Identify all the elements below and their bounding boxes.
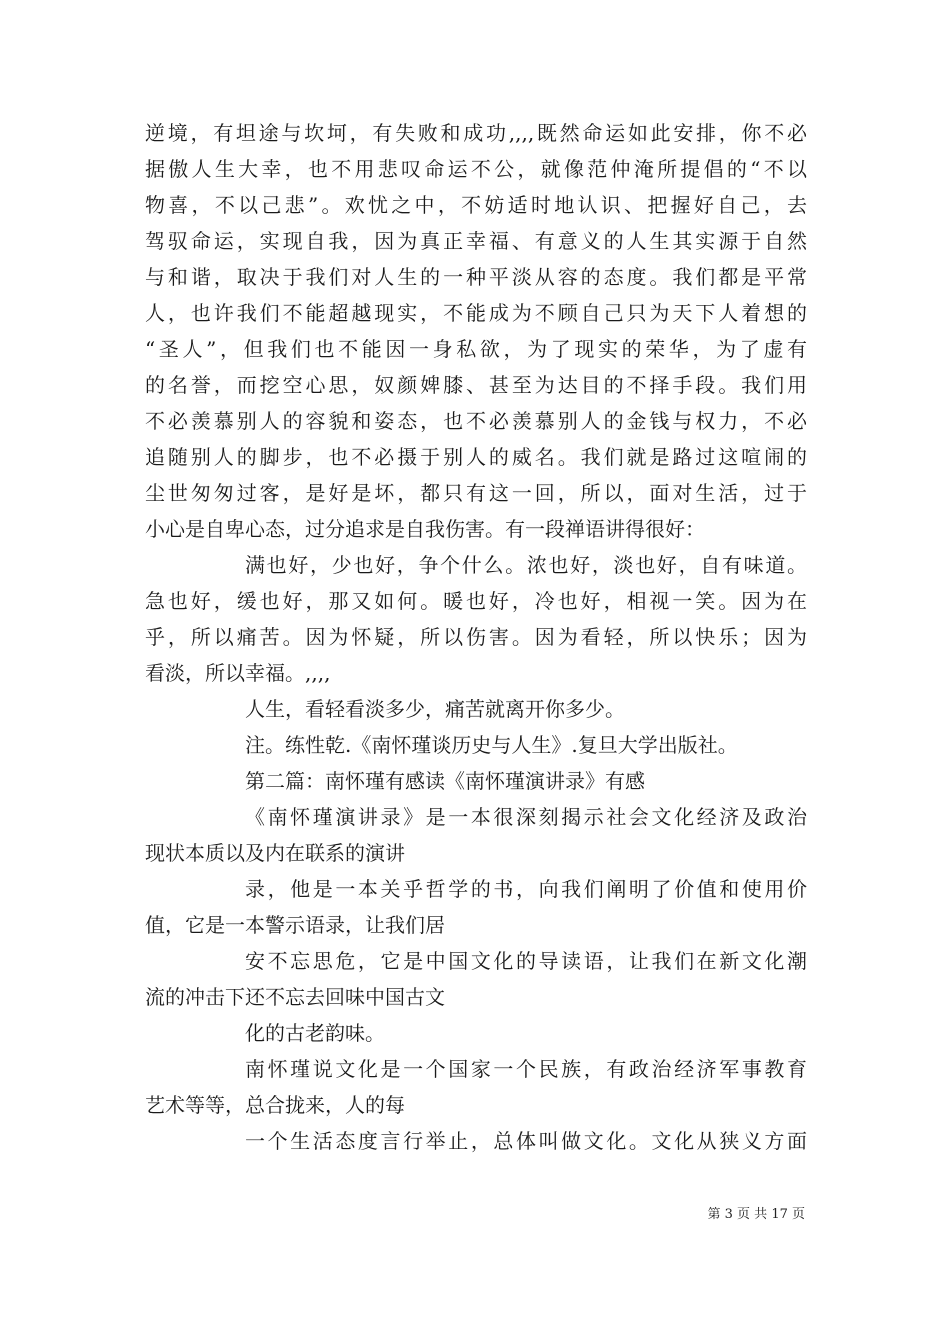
text-line: 艺术等等，总合拢来，人的每	[145, 1093, 405, 1117]
text-line: 满也好，少也好，争个什么。浓也好，淡也好，自有味道。	[245, 553, 807, 577]
text-line: 《南怀瑾演讲录》是一本很深刻揭示社会文化经济及政治	[245, 805, 807, 829]
text-line: 驾驭命运，实现自我，因为真正幸福、有意义的人生其实源于自然	[145, 229, 807, 253]
text-line: 流的冲击下还不忘去回味中国古文	[145, 985, 445, 1009]
document-body	[145, 115, 807, 1159]
text-line: 物喜，不以己悲”。欢忧之中，不妨适时地认识、把握好自己，去	[145, 193, 807, 217]
text-line: 看淡，所以幸福。,,,,	[145, 661, 331, 685]
text-line: 尘世匆匆过客，是好是坏，都只有这一回，所以，面对生活，过于	[145, 481, 807, 505]
text-line: 化的古老韵味。	[245, 1021, 385, 1045]
text-line: 现状本质以及内在联系的演讲	[145, 841, 405, 865]
text-line: 不必羡慕别人的容貌和姿态，也不必羡慕别人的金钱与权力，不必	[145, 409, 807, 433]
text-line: 值，它是一本警示语录，让我们居	[145, 913, 445, 937]
text-line: 小心是自卑心态，过分追求是自我伤害。有一段禅语讲得很好：	[145, 517, 705, 541]
page-number: 第 3 页 共 17 页	[707, 1207, 805, 1222]
text-line: 录，他是一本关乎哲学的书，向我们阐明了价值和使用价	[245, 877, 807, 901]
text-line: “圣人”，但我们也不能因一身私欲，为了现实的荣华，为了虚有	[145, 337, 807, 361]
text-line: 人，也许我们不能超越现实，不能成为不顾自己只为天下人着想的	[145, 301, 807, 325]
text-line: 南怀瑾说文化是一个国家一个民族，有政治经济军事教育	[245, 1057, 807, 1081]
text-line: 与和谐，取决于我们对人生的一种平淡从容的态度。我们都是平常	[145, 265, 807, 289]
text-line: 据傲人生大幸，也不用悲叹命运不公，就像范仲淹所提倡的“不以	[145, 157, 807, 181]
text-line: 追随别人的脚步，也不必摄于别人的威名。我们就是路过这喧闹的	[145, 445, 807, 469]
text-line: 注。练性乾.《南怀瑾谈历史与人生》.复旦大学出版社。	[245, 733, 738, 757]
text-line: 乎，所以痛苦。因为怀疑，所以伤害。因为看轻，所以快乐；因为	[145, 625, 807, 649]
text-line: 急也好，缓也好，那又如何。暖也好，冷也好，相视一笑。因为在	[145, 589, 807, 613]
text-line: 安不忘思危，它是中国文化的导读语，让我们在新文化潮	[245, 949, 807, 973]
text-line: 逆境，有坦途与坎坷，有失败和成功,,,,既然命运如此安排，你不必	[145, 121, 807, 145]
text-line: 人生，看轻看淡多少，痛苦就离开你多少。	[245, 697, 625, 721]
text-line: 一个生活态度言行举止，总体叫做文化。文化从狭义方面	[245, 1129, 807, 1153]
text-line: 第二篇：南怀瑾有感读《南怀瑾演讲录》有感	[245, 769, 645, 793]
text-line: 的名誉，而挖空心思，奴颜婢膝、甚至为达目的不择手段。我们用	[145, 373, 807, 397]
